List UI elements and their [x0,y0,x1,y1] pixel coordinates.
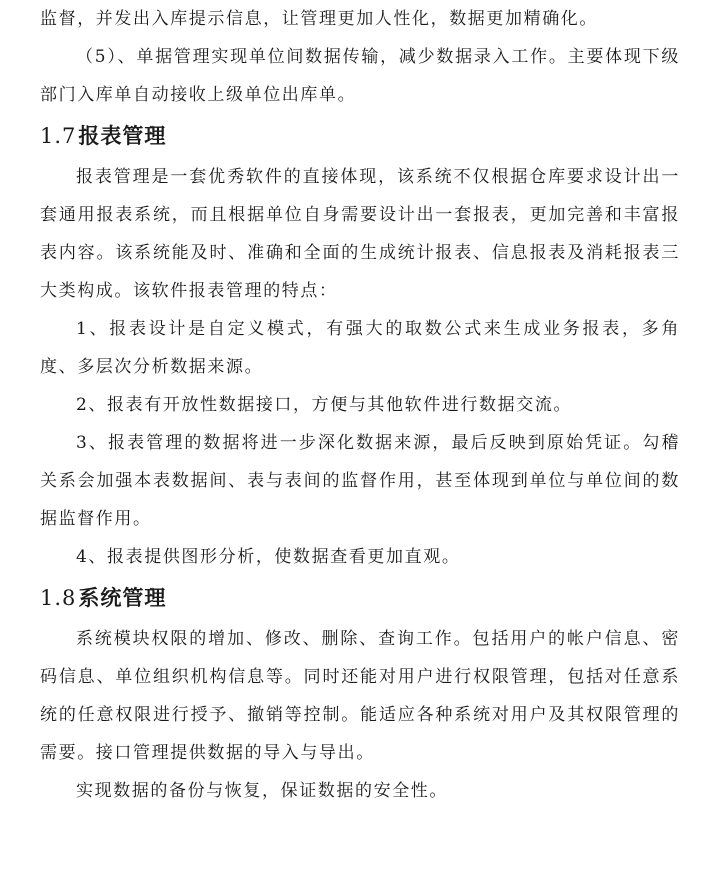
paragraph-system-permissions: 系统模块权限的增加、修改、删除、查询工作。包括用户的帐户信息、密码信息、单位组织机构信息等。同时还能对用户进行权限管理，包括对任意系统的任意权限进行授予、撤销等控制。能适应各种系统对用户及其权限管理的需要。接口管理提供数据的导入与导出。 [40,629,680,763]
paragraph-report-intro: 报表管理是一套优秀软件的直接体现，该系统不仅根据仓库要求设计出一套通用报表系统，而且根据单位自身需要设计出一套报表，更加完善和丰富报表内容。该系统能及时、准确和全面的生成统计报表、信息报表及消耗报表三大类构成。该软件报表管理的特点： [40,167,680,301]
list-item: 2、报表有开放性数据接口，方便与其他软件进行数据交流。 [76,395,573,415]
section-heading-1-8 [40,576,680,620]
section-number: 1.8 [40,586,77,610]
list-item: 1、报表设计是自定义模式，有强大的取数公式来生成业务报表，多角度、多层次分析数据来源。 [40,319,680,377]
list-item: 4、报表提供图形分析，使数据查看更加直观。 [76,547,461,567]
paragraph-continuation: 监督，并发出入库提示信息，让管理更加人性化，数据更加精确化。 [40,9,598,29]
section-number: 1.7 [40,124,77,148]
paragraph-backup: 实现数据的备份与恢复，保证数据的安全性。 [76,781,448,801]
list-item: 3、报表管理的数据将进一步深化数据来源，最后反映到原始凭证。勾稽关系会加强本表数据间、表与表间的监督作用，甚至体现到单位与单位间的数据监督作用。 [40,433,680,529]
section-heading-1-7 [40,114,680,158]
document-page [40,0,680,810]
section-title: 系统管理 [78,586,167,610]
paragraph-item-5: （5）、单据管理实现单位间数据传输，减少数据录入工作。主要体现下级部门入库单自动接收上级单位出库单。 [40,47,680,105]
section-title: 报表管理 [78,124,167,148]
